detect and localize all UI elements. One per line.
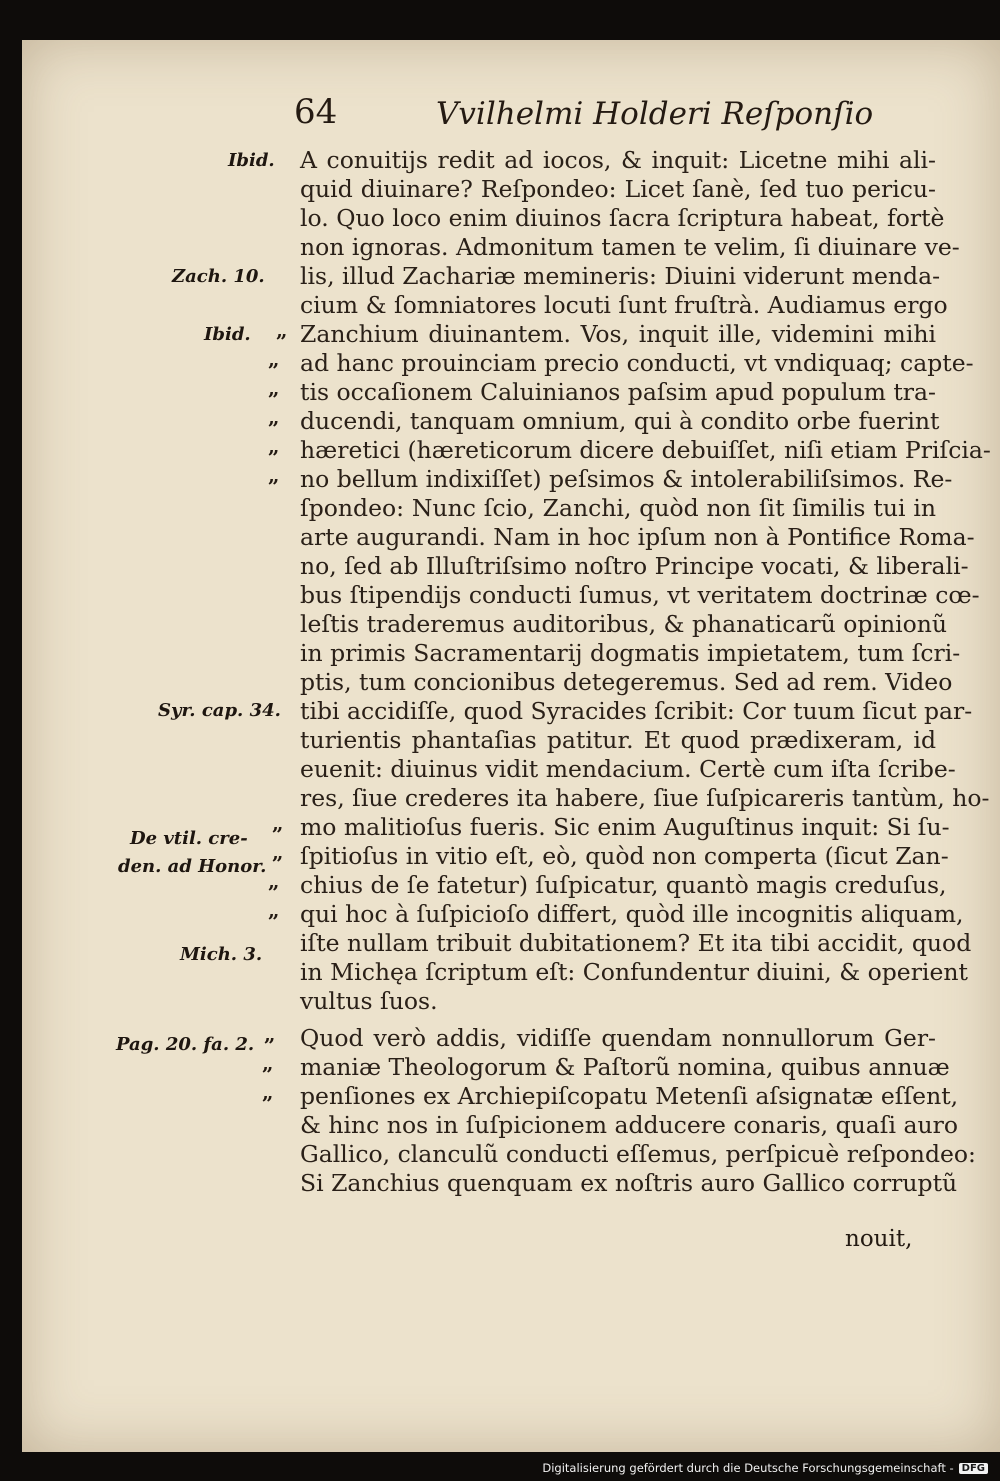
- quote-mark: „: [268, 376, 280, 400]
- text-line: leſtis traderemus auditoribus, & phanaticarũ opinionũ: [300, 610, 948, 638]
- text-line: euenit: diuinus vidit mendacium. Certè cum iſta ſcribe-: [300, 755, 956, 783]
- text-line: Quod verò addis, vidiſſe quendam nonnullorum Ger-: [300, 1024, 936, 1052]
- quote-mark: „: [268, 898, 280, 922]
- margin-note: den. ad Honor.: [118, 856, 267, 877]
- text-line: Si Zanchius quenquam ex noſtris auro Gallico corruptũ: [300, 1169, 958, 1197]
- margin-note: De vtil. cre-: [130, 828, 248, 849]
- text-line: lo. Quo loco enim diuinos ſacra ſcriptura habeat, fortè: [300, 204, 945, 232]
- footer-credit: Digitalisierung gefördert durch die Deutsche Forschungsgemeinschaft -: [542, 1461, 954, 1475]
- text-line: chius de ſe fatetur) ſuſpicatur, quantò magis creduſus,: [300, 871, 947, 899]
- text-line: mo malitioſus fueris. Sic enim Auguſtinus inquit: Si ſu-: [300, 813, 950, 841]
- page-number: 64: [294, 92, 338, 132]
- text-line: res, ſiue crederes ita habere, ſiue ſuſpicareris tantùm, ho-: [300, 784, 990, 812]
- text-line: quid diuinare? Reſpondeo: Licet ſanè, ſed tuo pericu-: [300, 175, 936, 203]
- margin-note: Ibid.: [204, 324, 251, 345]
- quote-mark: „: [262, 1080, 274, 1104]
- quote-mark: „: [268, 869, 280, 893]
- text-line: in primis Sacramentarij dogmatis impietatem, tum ſcri-: [300, 639, 961, 667]
- quote-mark: „: [272, 840, 284, 864]
- quote-mark: „: [268, 463, 280, 487]
- text-line: maniæ Theologorum & Paſtorũ nomina, quibus annuæ: [300, 1053, 950, 1081]
- quote-mark: „: [268, 405, 280, 429]
- margin-note: Pag. 20. fa. 2.: [116, 1034, 255, 1055]
- text-line: Zanchium diuinantem. Vos, inquit ille, videmini mihi: [300, 320, 936, 348]
- text-line: ducendi, tanquam omnium, qui à condito orbe fuerint: [300, 407, 940, 435]
- text-line: Gallico, clanculũ conducti eſſemus, perſpicuè reſpondeo:: [300, 1140, 976, 1168]
- page-header: [294, 92, 934, 142]
- quote-mark: „: [262, 1051, 274, 1075]
- text-line: in Michęa ſcriptum eſt: Confundentur diuini, & operient: [300, 958, 968, 986]
- text-line: non ignoras. Admonitum tamen te velim, ſi diuinare ve-: [300, 233, 960, 261]
- margin-note: Mich. 3.: [180, 944, 263, 965]
- text-line: bus ſtipendijs conducti ſumus, vt veritatem doctrinæ cœ-: [300, 581, 980, 609]
- text-line: hæretici (hæreticorum dicere debuiſſet, niſi etiam Priſcia-: [300, 436, 991, 464]
- quote-mark: „: [276, 318, 288, 342]
- text-line: tis occaſionem Caluinianos paſsim apud populum tra-: [300, 378, 936, 406]
- quote-mark: „: [272, 811, 284, 835]
- text-line: no, ſed ab Illuſtriſsimo noſtro Principe vocati, & liberali-: [300, 552, 969, 580]
- quote-mark: „: [264, 1022, 276, 1046]
- text-line: iſte nullam tribuit dubitationem? Et ita tibi accidit, quod: [300, 929, 972, 957]
- quote-mark: „: [268, 347, 280, 371]
- text-line: no bellum indixiſſet) peſsimos & intolerabiliſsimos. Re-: [300, 465, 953, 493]
- text-line: & hinc nos in ſuſpicionem adducere conaris, quaſi auro: [300, 1111, 958, 1139]
- running-title: Vvilhelmi Holderi Reſponſio: [436, 96, 874, 132]
- margin-note: Zach. 10.: [172, 266, 265, 287]
- text-line: cium & ſomniatores locuti ſunt fruſtrà. Audiamus ergo: [300, 291, 948, 319]
- text-line: tibi accidiſſe, quod Syracides ſcribit: Cor tuum ſicut par-: [300, 697, 973, 725]
- dfg-logo: DFG: [959, 1463, 988, 1474]
- text-line: arte augurandi. Nam in hoc ipſum non à Pontifice Roma-: [300, 523, 975, 551]
- text-line: ad hanc prouinciam precio conducti, vt vndiquaq; capte-: [300, 349, 974, 377]
- catchword: nouit,: [845, 1226, 913, 1252]
- quote-mark: „: [268, 434, 280, 458]
- text-line: qui hoc à ſuſpicioſo differt, quòd ille incognitis aliquam,: [300, 900, 964, 928]
- text-line: penſiones ex Archiepiſcopatu Metenſi aſsignatæ eſſent,: [300, 1082, 959, 1110]
- text-line: ſpitioſus in vitio eſt, eò, quòd non comperta (ſicut Zan-: [300, 842, 949, 870]
- digitization-footer: [542, 1461, 988, 1475]
- text-line: A conuitijs redit ad iocos, & inquit: Licetne mihi ali-: [300, 146, 936, 174]
- margin-note: Ibid.: [228, 150, 275, 171]
- margin-note: Syr. cap. 34.: [158, 700, 281, 721]
- text-line: ſpondeo: Nunc ſcio, Zanchi, quòd non ſit ſimilis tui in: [300, 494, 936, 522]
- text-line: vultus ſuos.: [300, 987, 438, 1015]
- text-line: turientis phantaſias patitur. Et quod prædixeram, id: [300, 726, 936, 754]
- text-line: lis, illud Zachariæ memineris: Diuini viderunt menda-: [300, 262, 941, 290]
- text-line: ptis, tum concionibus detegeremus. Sed ad rem. Video: [300, 668, 953, 696]
